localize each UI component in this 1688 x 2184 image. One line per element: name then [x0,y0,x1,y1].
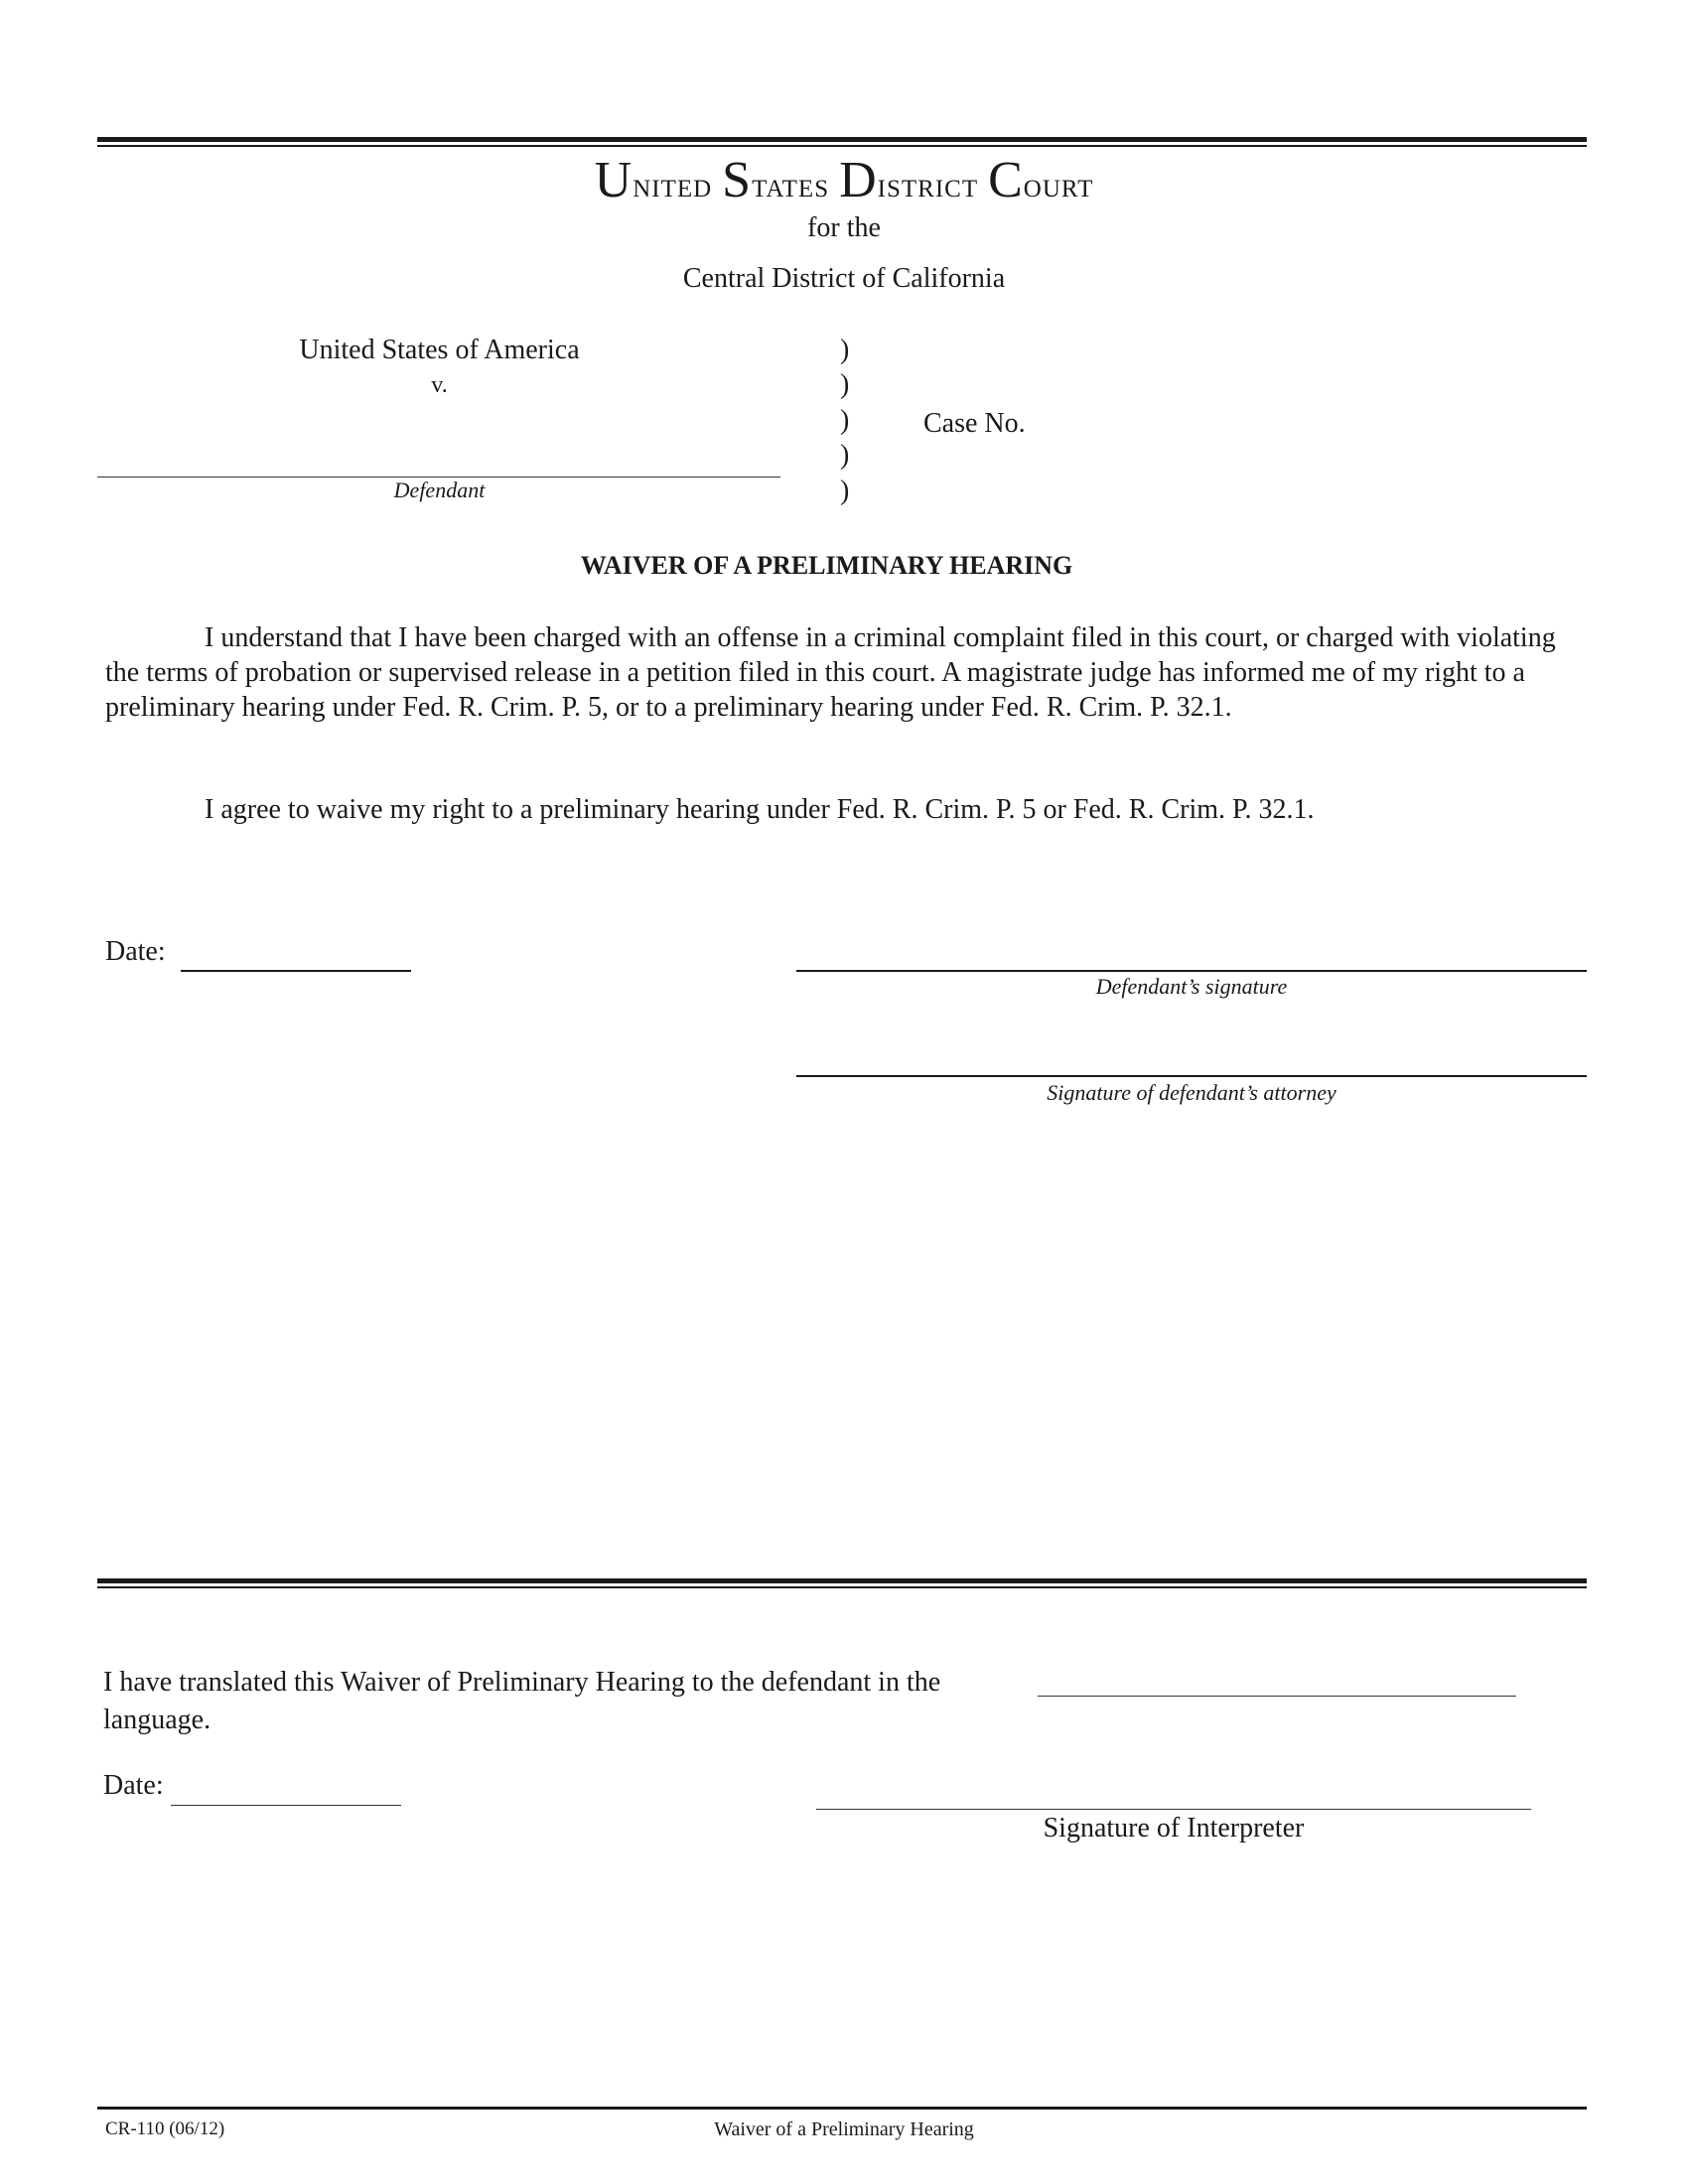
caption-paren: ) [840,335,850,365]
caption-paren: ) [840,476,850,506]
form-title: WAIVER OF A PRELIMINARY HEARING [580,551,1073,580]
court-title: United States District Court [594,152,1094,208]
date-field[interactable] [181,970,411,972]
middle-rule-thin [97,1586,1587,1588]
caption-paren: ) [840,369,850,400]
attorney-signature-caption: Signature of defendant’s attorney [1047,1080,1336,1105]
caption-paren: ) [840,440,850,471]
language-field[interactable] [1038,1696,1516,1697]
plaintiff-name: United States of America [299,335,580,365]
footer-form-name: Waiver of a Preliminary Hearing [714,2118,974,2140]
interpreter-statement [103,1664,1056,1739]
defendant-signature-caption: Defendant’s signature [1095,974,1288,999]
top-rule-thin [97,145,1587,147]
top-rule-thick [97,137,1587,142]
defendant-signature-line[interactable] [796,970,1587,972]
date-label: Date: [105,936,166,967]
court-district: Central District of California [682,263,1006,294]
waiver-paragraph-2: I agree to waive my right to a preliminary hearing under Fed. R. Crim. P. 5 or Fed. R. Crim. P. 32.1. [205,794,1315,825]
attorney-signature-line[interactable] [796,1075,1587,1077]
interpreter-date-label: Date: [103,1770,164,1801]
court-for-the: for the [807,212,881,243]
middle-rule-thick [97,1578,1587,1583]
versus-label: v. [431,372,448,398]
interpreter-signature-caption: Signature of Interpreter [1043,1813,1305,1843]
interpreter-date-field[interactable] [171,1805,401,1806]
waiver-paragraph-1: I understand that I have been charged with an offense in a criminal complaint filed in this court, or charged with violating the terms of probation or supervised release in a petition filed in this court. A magistrate judge has informed me of my right to a preliminary hearing under Fed. R. Crim. P. 5, or to a preliminary hearing under Fed. R. Crim. P. 32.1. [105,622,1556,723]
footer-rule [97,2107,1587,2110]
caption-paren: ) [840,405,850,436]
defendant-label: Defendant [393,478,486,502]
footer-form-code: CR-110 (06/12) [105,2118,225,2139]
case-no-label: Case No. [923,408,1026,439]
interpreter-statement-part2: language. [103,1705,211,1735]
interpreter-signature-line[interactable] [816,1809,1531,1810]
interpreter-statement-part1: I have translated this Waiver of Preliminary Hearing to the defendant in the [103,1667,941,1698]
